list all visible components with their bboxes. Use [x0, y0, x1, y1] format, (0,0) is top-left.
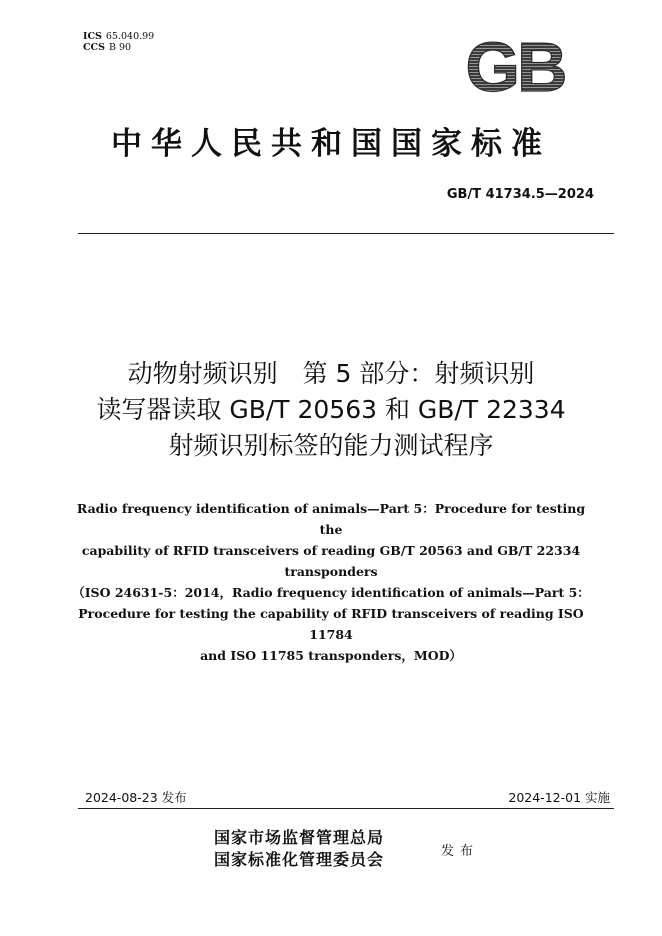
- issue-action: 发布: [441, 844, 480, 859]
- publish-date: 2024-08-23 发布: [85, 790, 187, 805]
- iso-reference-line-3: and ISO 11785 transponders，MOD）: [200, 648, 462, 663]
- english-title-line-2: capability of RFID transceivers of reading GB/T 20563 and GB/T 22334: [81, 543, 581, 558]
- issuer-line-1: 国家市场监督管理总局: [214, 828, 385, 847]
- chinese-title-line-3: 射频识别标签的能力测试程序: [168, 431, 494, 460]
- chinese-title: [40, 356, 622, 464]
- standard-number: GB/T 41734.5—2024: [446, 187, 594, 202]
- national-standard-title: 中华人民共和国国家标准: [111, 126, 551, 162]
- english-title-line-3: transponders: [284, 564, 378, 579]
- ccs-row: [83, 42, 154, 53]
- ics-code: 65.040.99: [105, 31, 155, 42]
- iso-reference-line-1: （ISO 24631-5：2014，Radio frequency identification of animals—Part 5：: [72, 585, 590, 600]
- ics-row: [83, 31, 154, 42]
- top-divider: [78, 233, 614, 234]
- classification-codes: [83, 31, 154, 53]
- chinese-title-line-1: 动物射频识别 第 5 部分：射频识别: [127, 359, 535, 388]
- implementation-date: 2024-12-01 实施: [508, 790, 610, 805]
- gb-logo-text: GB: [465, 35, 565, 97]
- ics-label: ICS: [83, 31, 102, 42]
- ccs-code: B 90: [108, 42, 132, 53]
- english-title-line-1: Radio frequency identification of animals—Part 5：Procedure for testing the: [76, 501, 586, 537]
- iso-reference-line-2: Procedure for testing the capability of RFID transceivers of reading ISO 11784: [78, 606, 584, 642]
- bottom-divider: [78, 808, 614, 809]
- english-title: [70, 498, 592, 582]
- gb-logo-icon: [453, 35, 577, 97]
- ccs-label: CCS: [83, 42, 105, 53]
- issuing-authorities: [214, 827, 384, 871]
- chinese-title-line-2: 读写器读取 GB/T 20563 和 GB/T 22334: [96, 395, 566, 424]
- iso-reference: [62, 582, 600, 666]
- issuer-line-2: 国家标准化管理委员会: [214, 850, 385, 869]
